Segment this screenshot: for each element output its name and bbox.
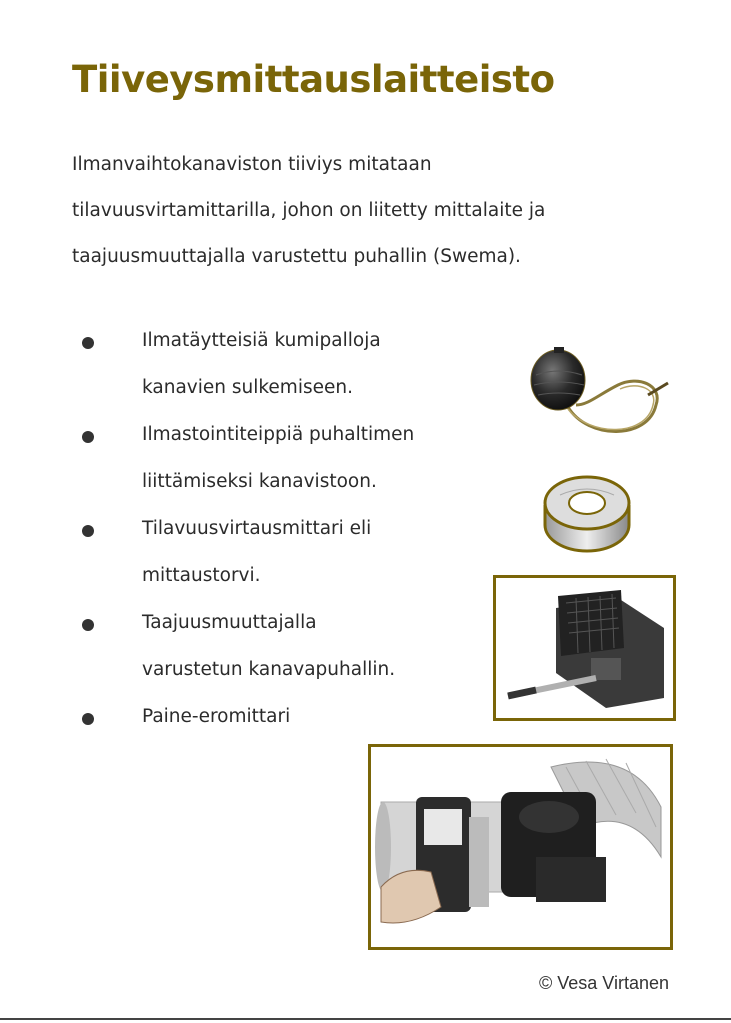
bullet-icon: [82, 619, 94, 631]
bullet-icon: [82, 525, 94, 537]
copyright-credit: © Vesa Virtanen: [538, 973, 669, 993]
intro-line: Ilmanvaihtokanaviston tiiviys mitataan: [72, 154, 432, 175]
list-item-text: mittaustorvi.: [142, 565, 261, 586]
list-item-text: Ilmastointiteippiä puhaltimen: [142, 424, 415, 445]
rubber-balloon-image: [528, 345, 673, 445]
list-item-text: Tilavuusvirtausmittari eli: [142, 518, 372, 539]
list-item-text: varustetun kanavapuhallin.: [142, 659, 396, 680]
list-item-text: Ilmatäytteisiä kumipalloja: [142, 330, 381, 351]
list-item-text: Paine-eromittari: [142, 706, 291, 727]
bullet-icon: [82, 337, 94, 349]
page-title: Tiiveysmittauslaitteisto: [72, 58, 555, 101]
intro-paragraph: [72, 142, 672, 280]
duct-fan-meter-image: [368, 744, 673, 950]
intro-line: taajuusmuuttajalla varustettu puhallin (Swema).: [72, 246, 521, 267]
list-item-text: kanavien sulkemiseen.: [142, 377, 353, 398]
duct-tape-image: [540, 465, 635, 555]
flow-hood-image: [493, 575, 676, 721]
bullet-icon: [82, 713, 94, 725]
list-item-text: Taajuusmuuttajalla: [142, 612, 317, 633]
bullet-icon: [82, 431, 94, 443]
list-item-text: liittämiseksi kanavistoon.: [142, 471, 377, 492]
intro-line: tilavuusvirtamittarilla, johon on liitetty mittalaite ja: [72, 200, 546, 221]
bottom-divider: [0, 1018, 731, 1020]
